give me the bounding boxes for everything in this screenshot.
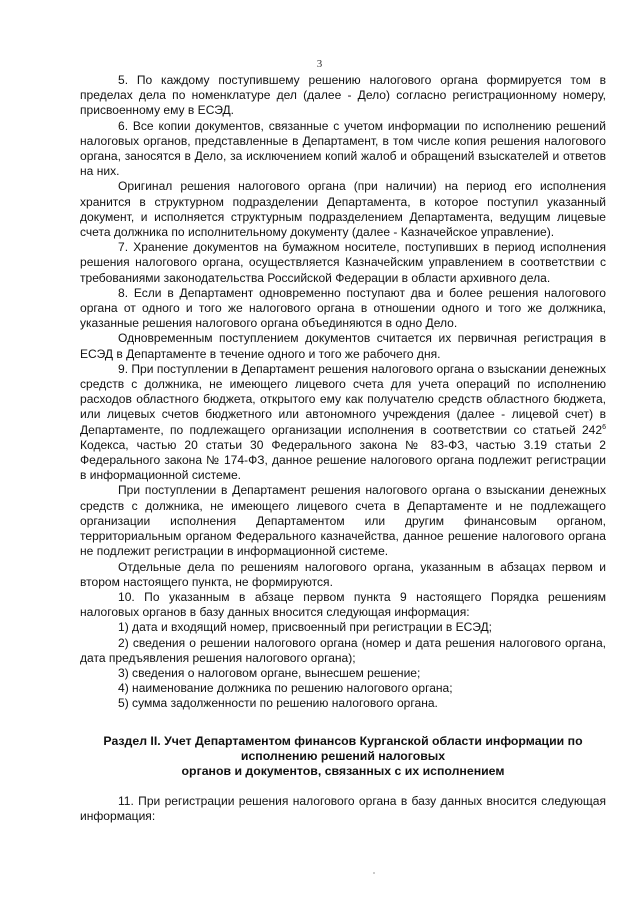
scan-speck [373, 872, 375, 874]
paragraph-9 [80, 362, 606, 484]
list-item-1: 1) дата и входящий номер, присвоенный при регистрации в ЕСЭД; [118, 620, 493, 635]
paragraph-11: 11. При регистрации решения налогового органа в базу данных вносится следующая информация: [80, 793, 606, 823]
paragraph-original-storage: Оригинал решения налогового органа (при наличии) на период его исполнения хранится в структурном подразделении Департамента, в которое поступил указанный документ, и исполняется структурным подразделением Департамента, ведущим лицевые счета должника по исполнительному документу (далее - Казначейское управление). [80, 179, 606, 240]
paragraph-9-part-2: Кодекса, частью 20 статьи 30 Федерального закона № 83-ФЗ, частью 3.19 статьи 2 Федерального закона № 174-ФЗ, данное решение налогового органа подлежит регистрации в информационной системе. [80, 437, 606, 483]
list-item-4: 4) наименование должника по решению налогового органа; [118, 681, 453, 696]
section-heading-line-1: Раздел II. Учет Департаментом финансов Курганской области информации по [103, 733, 583, 748]
document-body [80, 73, 606, 824]
paragraph-8: 8. Если в Департамент одновременно поступают два и более решения налогового органа от одного и того же налогового органа в отношении одного и того же должника, указанные решения налогового органа объединяются в одно Дело. [80, 285, 606, 331]
section-heading-line-3: органов и документов, связанных с их исполнением [181, 764, 505, 779]
article-superscript: 6 [602, 423, 606, 431]
paragraph-10: 10. По указанным в абзаце первом пункта 9 настоящего Порядка решениям налоговых органов в базу данных вносится следующая информация: [80, 589, 606, 620]
list-item-5: 5) сумма задолженности по решению налогового органа. [118, 696, 438, 711]
paragraph-9-part-1: 9. При поступлении в Департамент решения налогового органа о взыскании денежных средств с должника, не имеющего лицевого счета для учета операций по исполнению расходов областного бюджета, открытого ему как получателю средств областного бюджета, или лицевых счетов бюджетного или автономного учреждения (далее - лицевой счет) в Департаменте, по подлежащего организации исполнения в соответствии со статьей 242 [80, 361, 606, 437]
paragraph-5: 5. По каждому поступившему решению налогового органа формируется том в пределах дела по номенклатуре дел (далее - Дело) согласно регистрационному номеру, присвоенному ему в ЕСЭД. [80, 73, 606, 118]
page-number: 3 [316, 58, 323, 70]
paragraph-simultaneous: Одновременным поступлением документов считается их первичная регистрация в ЕСЭД в Департаменте в течение одного и того же рабочего дня. [80, 331, 606, 361]
paragraph-9-third: Отдельные дела по решениям налогового органа, указанным в абзацах первом и втором настоящего пункта, не формируются. [80, 559, 606, 589]
list-item-3: 3) сведения о налоговом органе, вынесшем решение; [118, 665, 421, 680]
list-item-2: 2) сведения о решении налогового органа (номер и дата решения налогового органа, дата предъявления решения налогового органа); [80, 635, 606, 665]
paragraph-9-second: При поступлении в Департамент решения налогового органа о взыскании денежных средств с должника, не имеющего лицевого счета в Департаменте и не подлежащего организации исполнения Департаментом или другим финансовым органом, территориальным органом Федерального казначейства, данное решение налогового органа не подлежит регистрации в информационной системе. [80, 483, 606, 559]
paragraph-6: 6. Все копии документов, связанные с учетом информации по исполнению решений налоговых органов, представленные в Департамент, в том числе копия решения налогового органа, заносятся в Дело, за исключением копий жалоб и обращений взыскателей и ответов на них. [80, 118, 606, 179]
paragraph-7: 7. Хранение документов на бумажном носителе, поступивших в период исполнения решения налогового органа, осуществляется Казначейским управлением в соответствии с требованиями законодательства Российской Федерации в области архивного дела. [80, 240, 606, 285]
section-heading [80, 734, 606, 780]
section-heading-line-2: исполнению решений налоговых [240, 748, 446, 763]
